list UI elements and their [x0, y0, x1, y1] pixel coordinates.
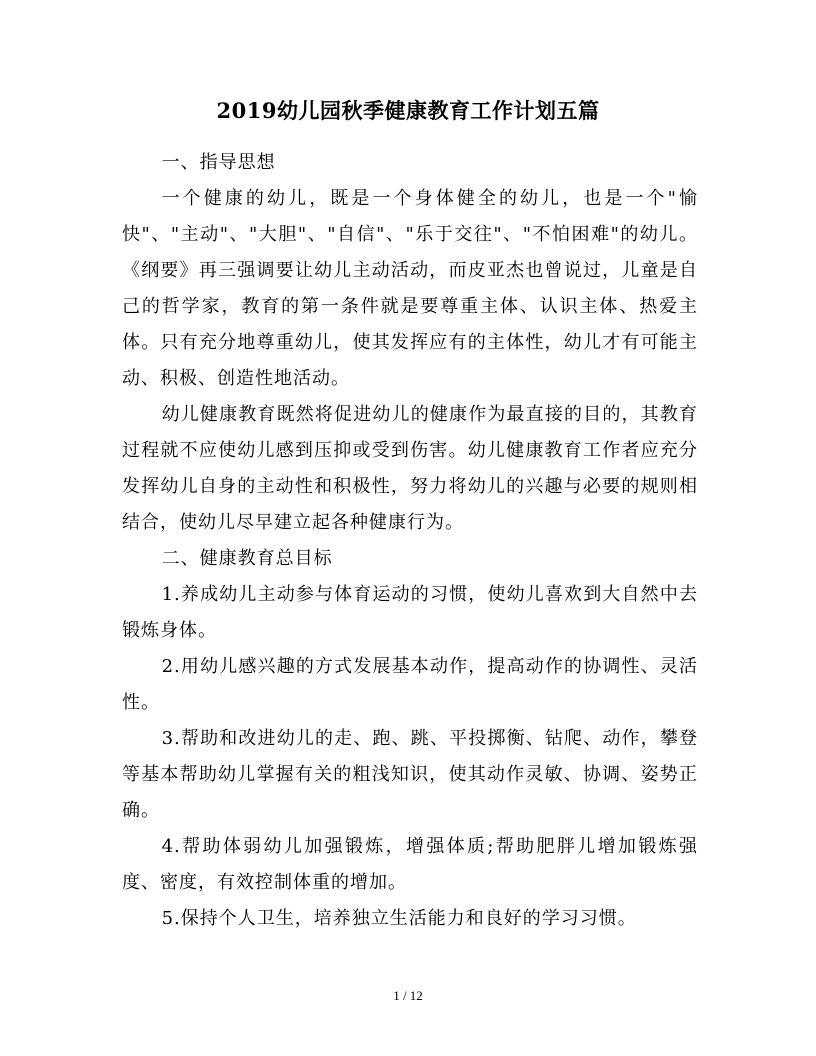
goal-item-4: 4.帮助体弱幼儿加强锻炼，增强体质;帮助肥胖儿增加锻炼强度、密度，有效控制体重的增加。	[122, 836, 698, 893]
document-title: 2019幼儿园秋季健康教育工作计划五篇	[216, 98, 600, 123]
goal-item-3: 3.帮助和改进幼儿的走、跑、跳、平投掷衡、钻爬、动作，攀登等基本帮助幼儿掌握有关的粗浅知识，使其动作灵敏、协调、姿势正确。	[122, 728, 698, 821]
goal-item-5: 5.保持个人卫生，培养独立生活能力和良好的学习习惯。	[161, 908, 637, 929]
paragraph-healthy-child: 一个健康的幼儿，既是一个身体健全的幼儿，也是一个"愉快"、"主动"、"大胆"、"自信"、"乐于交往"、"不怕困难"的幼儿。《纲要》再三强调要让幼儿主动活动，而皮亚杰也曾说过，儿童是自己的哲学家，教育的第一条件就是要尊重主体、认识主体、热爱主体。只有充分地尊重幼儿，使其发挥应有的主体性，幼儿才有可能主动、积极、创造性地活动。	[122, 188, 698, 389]
page-number: 1 / 12	[393, 988, 423, 1003]
section-heading-overall-goals: 二、健康教育总目标	[161, 548, 333, 569]
goal-item-2: 2.用幼儿感兴趣的方式发展基本动作，提高动作的协调性、灵活性。	[122, 656, 698, 713]
document-body	[122, 145, 698, 937]
goal-item-1: 1.养成幼儿主动参与体育运动的习惯，使幼儿喜欢到大自然中去锻炼身体。	[122, 584, 698, 641]
paragraph-health-education-purpose: 幼儿健康教育既然将促进幼儿的健康作为最直接的目的，其教育过程就不应使幼儿感到压抑或受到伤害。幼儿健康教育工作者应充分发挥幼儿自身的主动性和积极性，努力将幼儿的兴趣与必要的规则相结合，使幼儿尽早建立起各种健康行为。	[122, 404, 698, 533]
section-heading-guiding-ideology: 一、指导思想	[161, 152, 276, 173]
